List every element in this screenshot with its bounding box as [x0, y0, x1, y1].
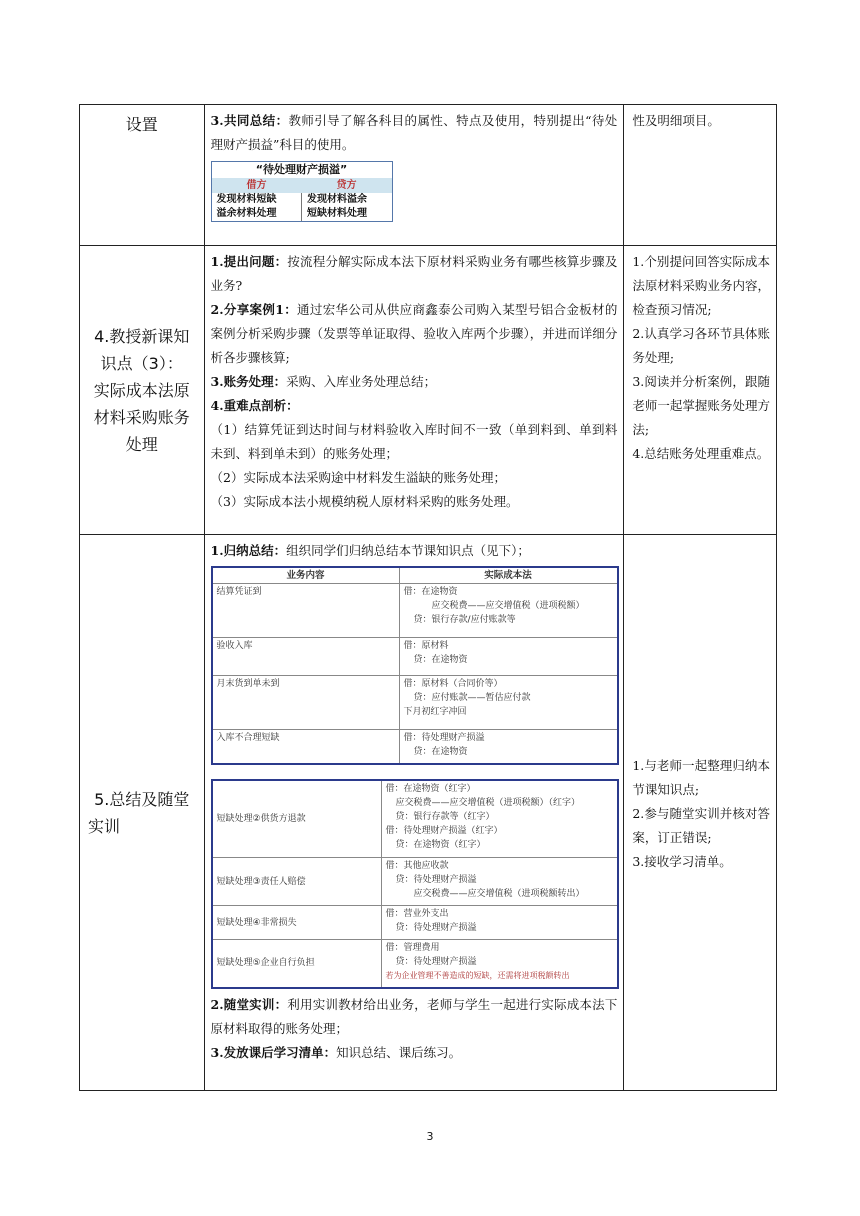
table-row: 短缺处理⑤企业自行负担 借：管理费用 贷：待处理财产损溢 若为企业管理不善造成的短缺，还需将进项税额转出 [212, 940, 618, 988]
table-row: 结算凭证到 借：在途物资 应交税费——应交增值税（进项税额） 贷：银行存款/应付账款等 [212, 584, 618, 638]
t-account-cell: 发现材料短缺 [212, 193, 303, 207]
paragraph: 1.归纳总结：组织同学们归纳总结本节课知识点（见下）； [210, 543, 530, 558]
stage-label: 实训 [88, 816, 121, 836]
table-row: 短缺处理③责任人赔偿 借：其他应收款 贷：待处理财产损溢 应交税费——应交增值税（进项税额转出） [212, 858, 618, 906]
shortage-table [211, 779, 619, 989]
table-row [80, 105, 777, 246]
paragraph: 3.发放课后学习清单：知识总结、课后练习。 [210, 1044, 462, 1060]
business-item: 验收入库 [212, 638, 400, 676]
business-item: 短缺处理②供货方退款 [212, 780, 382, 858]
activity-cell [204, 246, 624, 535]
student-item: 2.参与随堂实训并核对答案，订正错误; [632, 805, 770, 845]
paragraph-text: 教师引导了解各科目的属性、特点及使用，特别提出“待处理财产损益”科目的使用。 [210, 113, 618, 152]
business-item: 结算凭证到 [212, 584, 400, 638]
page-number: 3 [426, 1130, 434, 1143]
column-header: 实际成本法 [399, 567, 618, 584]
activity-cell [204, 105, 624, 246]
paragraph: 3.账务处理：采购、入库业务处理总结； [210, 374, 437, 389]
t-account-cell: 短缺材料处理 [307, 208, 368, 219]
student-cell [624, 535, 777, 1091]
business-item: 短缺处理③责任人赔偿 [212, 858, 382, 906]
stage-label: 设置 [125, 115, 158, 134]
paragraph: 1.提出问题：按流程分解实际成本法下原材料采购业务有哪些核算步骤及业务? [210, 254, 618, 293]
summary-table [211, 566, 619, 765]
table-row: 验收入库 借：原材料 贷：在途物资 [212, 638, 618, 676]
paragraph: 2.随堂实训：利用实训教材给出业务，老师与学生一起进行实际成本法下原材料取得的账务处理； [210, 996, 618, 1036]
stage-label: 5.总结及随堂 [94, 789, 190, 809]
student-item: 3.接收学习清单。 [632, 853, 732, 869]
table-row [80, 246, 777, 535]
paragraph [211, 109, 618, 157]
business-item: 短缺处理④非常损失 [212, 906, 382, 940]
student-text: 性及明细项目。 [632, 113, 720, 128]
stage-label: 材料采购账务 [93, 407, 190, 427]
table-row: 短缺处理②供货方退款 借：在途物资（红字） 应交税费——应交增值税（进项税额）（红字） 贷：银行存款等（红字） 借：待处理财产损溢（红字） 贷：在途物资（红字） [212, 780, 618, 858]
business-item: 月末货到单未到 [212, 676, 400, 730]
stage-label: 识点（3）： [100, 353, 183, 373]
table-row: 月末货到单未到 借：原材料（合同价等） 贷：应付账款——暂估应付款 下月初红字冲回 [212, 676, 618, 730]
t-account-debit: 借方 [246, 180, 267, 191]
t-account-title: “待处理财产损溢” [255, 163, 348, 176]
footnote: 若为企业管理不善造成的短缺，还需将进项税额转出 [385, 971, 570, 980]
stage-label: 处理 [125, 434, 158, 454]
stage-cell [80, 246, 205, 535]
t-account-cell: 发现材料溢余 [307, 194, 368, 205]
table-row: 短缺处理④非常损失 借：营业外支出 贷：待处理财产损溢 [212, 906, 618, 940]
activity-cell [204, 535, 624, 1091]
stage-label: 实际成本法原 [93, 380, 190, 400]
paragraph: （3）实际成本法小规模纳税人原材料采购的账务处理。 [210, 494, 519, 509]
stage-cell [80, 105, 205, 246]
student-item: 1.个别提问回答实际成本法原材料采购业务内容，检查预习情况; [632, 254, 770, 317]
paragraph-label: 3.共同总结： [210, 113, 289, 128]
business-item: 入库不合理短缺 [212, 730, 400, 764]
student-item: 2.认真学习各环节具体账务处理; [632, 326, 770, 365]
t-account-credit: 贷方 [336, 180, 357, 191]
stage-cell [80, 535, 205, 1091]
student-cell [624, 105, 777, 246]
t-account-cell: 溢余材料处理 [212, 207, 303, 221]
paragraph: （1）结算凭证到达时间与材料验收入库时间不一致（单到料到、单到料未到、料到单未到）的账务处理； [210, 422, 618, 461]
student-item: 4.总结账务处理重难点。 [632, 446, 770, 461]
student-item: 3.阅读并分析案例，跟随老师一起掌握账务处理方法; [632, 374, 770, 437]
stage-label: 4.教授新课知 [94, 326, 190, 346]
student-cell [624, 246, 777, 535]
t-account-figure [211, 161, 393, 222]
table-row [80, 535, 777, 1091]
paragraph: 2.分享案例1：通过宏华公司从供应商鑫泰公司购入某型号铝合金板材的案例分析采购步骤（发票等单证取得、验收入库两个步骤），并进而详细分析各步骤核算; [210, 302, 618, 365]
column-header: 业务内容 [212, 567, 400, 584]
lesson-plan-table [79, 104, 777, 1091]
student-item: 1.与老师一起整理归纳本节课知识点; [632, 757, 770, 797]
paragraph: （2）实际成本法采购途中材料发生溢缺的账务处理； [210, 470, 506, 485]
business-item: 短缺处理⑤企业自行负担 [212, 940, 382, 988]
table-row: 入库不合理短缺 借：待处理财产损溢 贷：在途物资 [212, 730, 618, 764]
paragraph: 4.重难点剖析： [210, 398, 299, 413]
